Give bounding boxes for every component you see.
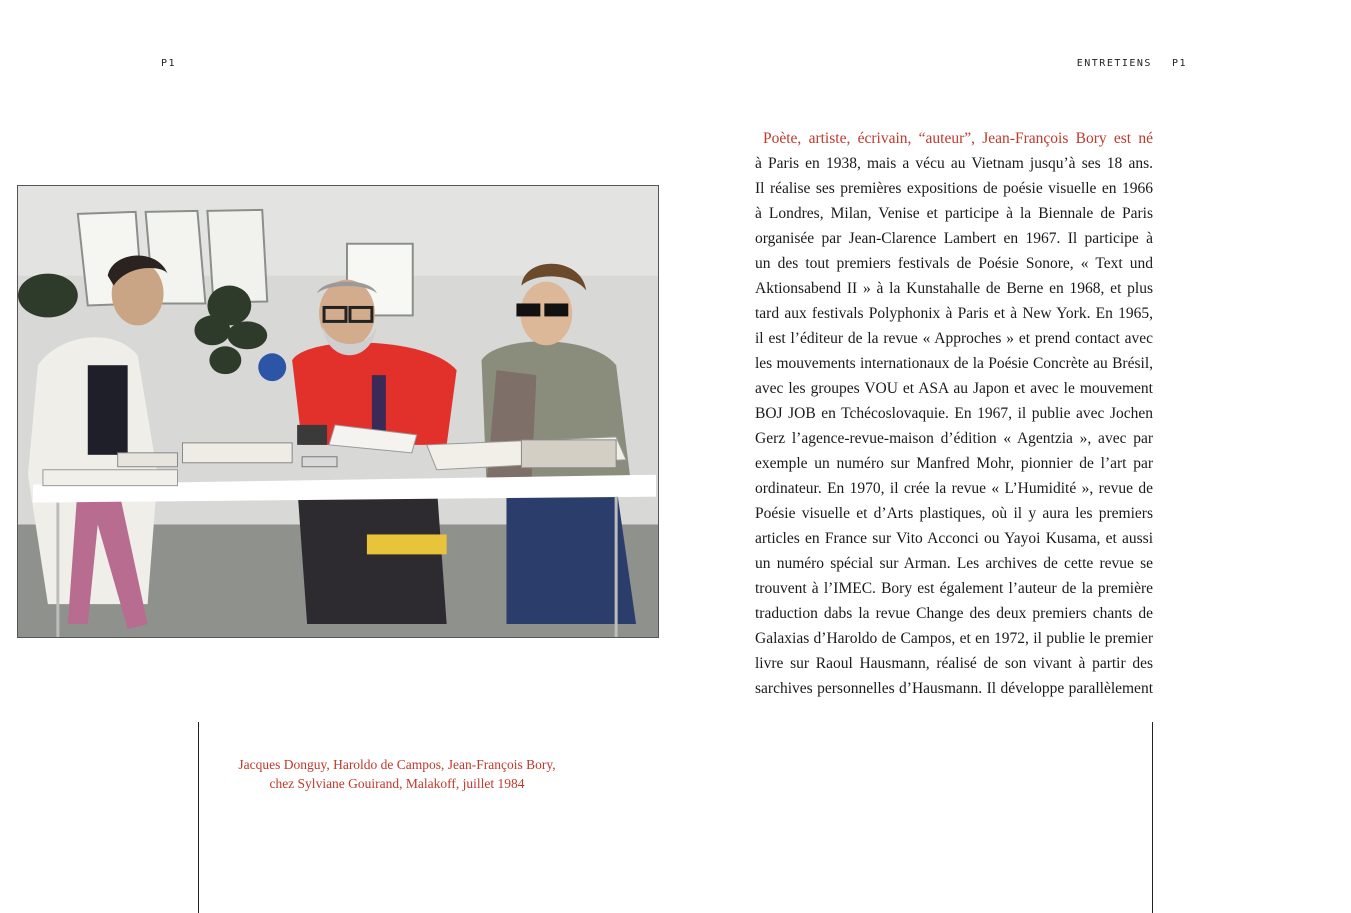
right-vertical-rule: [1152, 722, 1153, 913]
caption-line-2: chez Sylviane Gouirand, Malakoff, juillet 1984: [269, 776, 525, 791]
text-line: ordinateur. En 1970, il crée la revue « L’Humidité », revue de: [755, 480, 1153, 497]
photo-caption: [212, 755, 582, 793]
text-line: un des tout premiers festivals de Poésie Sonore, « Text und: [755, 255, 1153, 272]
text-line: Gerz l’agence-revue-maison d’édition « Agentzia », avec par: [755, 430, 1153, 447]
text-line: trouvent à l’IMEC. Bory est également l’auteur de la première: [755, 580, 1153, 597]
text-line: Galaxias d’Haroldo de Campos, et en 1972, il publie le premier: [755, 630, 1153, 647]
left-vertical-rule: [198, 722, 199, 913]
left-page-number: P1: [161, 58, 177, 69]
lead-line: Poète, artiste, écrivain, “auteur”, Jean-François Bory est né: [763, 130, 1153, 147]
text-line: il est l’éditeur de la revue « Approches » et prend contact avec: [755, 330, 1153, 347]
photograph: [17, 185, 659, 638]
right-running-head: [1077, 58, 1187, 69]
text-line: articles en France sur Vito Acconci ou Yayoi Kusama, et aussi: [755, 530, 1153, 547]
text-line: les mouvements internationaux de la Poésie Concrète au Brésil,: [755, 355, 1153, 372]
right-page-number: P1: [1171, 58, 1187, 69]
text-line: Il réalise ses premières expositions de poésie visuelle en 1966: [755, 180, 1153, 197]
text-line: un numéro spécial sur Arman. Les archives de cette revue se: [755, 555, 1153, 572]
text-line: exemple un numéro sur Manfred Mohr, pionnier de l’art par: [755, 455, 1153, 472]
text-line: à Londres, Milan, Venise et participe à la Biennale de Paris: [755, 205, 1153, 222]
text-line: livre sur Raoul Hausmann, réalisé de son vivant à partir des: [755, 655, 1153, 672]
text-line: organisée par Jean-Clarence Lambert en 1967. Il participe à: [755, 230, 1153, 247]
caption-line-1: Jacques Donguy, Haroldo de Campos, Jean-François Bory,: [238, 757, 556, 772]
text-line: à Paris en 1938, mais a vécu au Vietnam jusqu’à ses 18 ans.: [755, 155, 1153, 172]
photo-illustration: [18, 186, 658, 637]
text-line: sarchives personnelles d’Hausmann. Il développe parallèlement: [755, 680, 1153, 697]
text-line: Aktionsabend II » à la Kunstahalle de Berne en 1968, et plus: [755, 280, 1153, 297]
body-paragraph: [755, 126, 1153, 701]
text-line: tard aux festivals Polyphonix à Paris et à New York. En 1965,: [755, 305, 1153, 322]
text-line: traduction dabs la revue Change des deux premiers chants de: [755, 605, 1153, 622]
text-line: avec les groupes VOU et ASA au Japon et avec le mouvement: [755, 380, 1153, 397]
text-line: Poésie visuelle et d’Arts plastiques, où il y aura les premiers: [755, 505, 1153, 522]
section-title: ENTRETIENS: [1076, 58, 1152, 69]
text-line: BOJ JOB en Tchécoslovaquie. En 1967, il publie avec Jochen: [755, 405, 1153, 422]
